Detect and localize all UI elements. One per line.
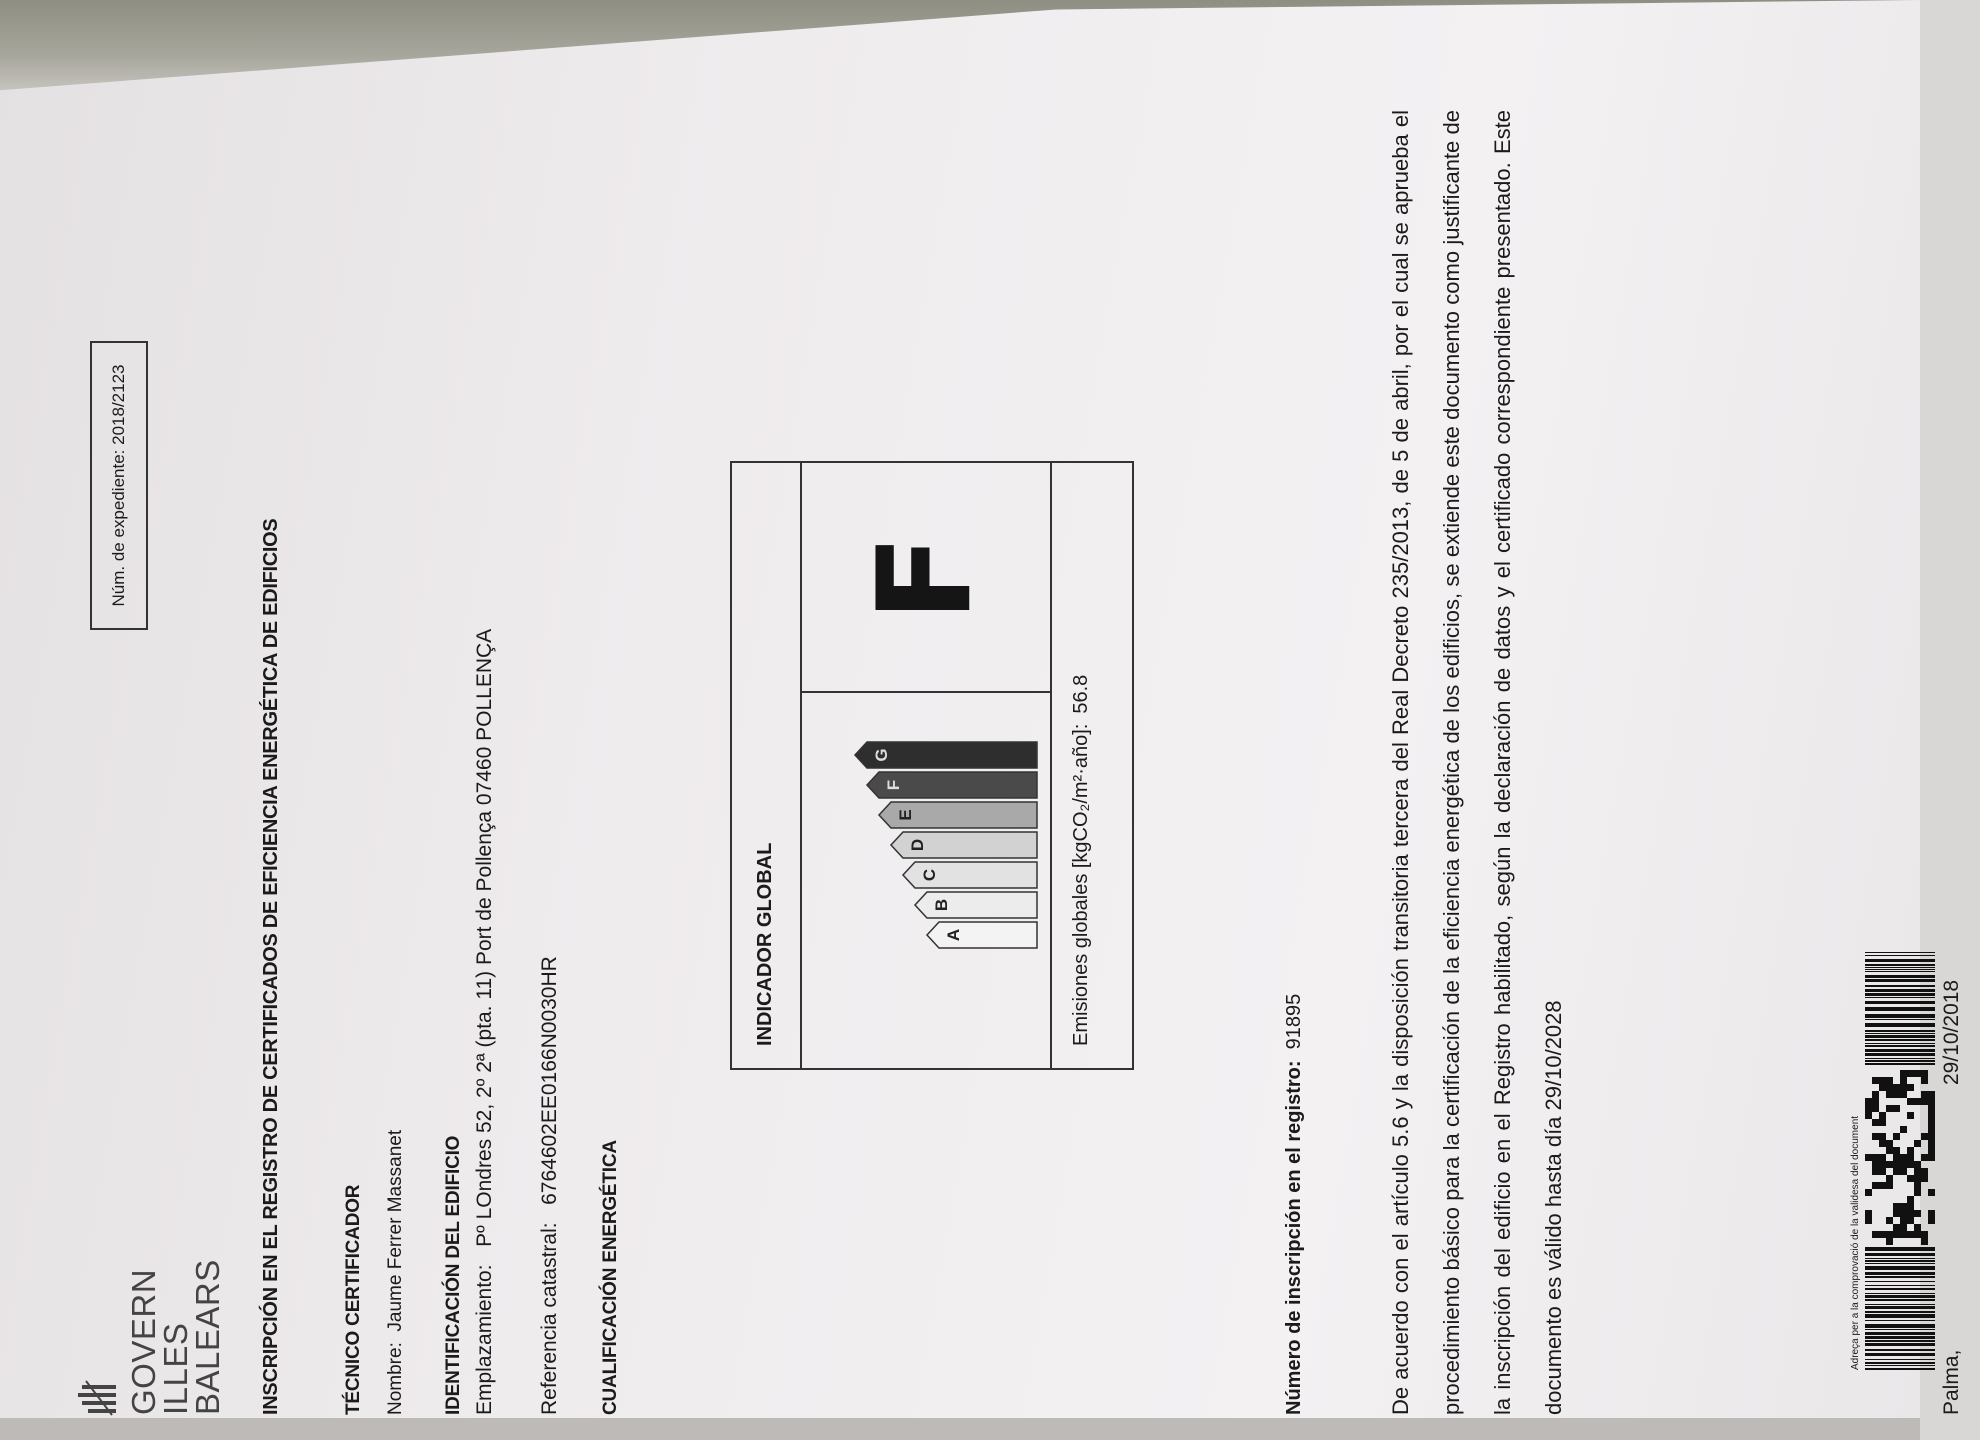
scale-bar-e [879,802,1037,828]
emisiones-value: 56.8 [1070,674,1092,714]
emplazamiento-label: Emplazamiento: [473,1264,496,1415]
footer-place: Palma, [1940,1349,1963,1415]
scale-letter-a: A [944,928,963,942]
barcode-icon [1865,950,1935,1370]
edificio-heading: IDENTIFICACIÓN DEL EDIFICIO [443,1135,464,1415]
scale-bar-g [855,742,1037,768]
emisiones-label: Emisiones globales [kgCO₂/m²·año]: [1070,723,1092,1046]
energy-scale-chart [812,713,1042,953]
footer-date: 29/10/2018 [1940,979,1963,1085]
govern-logo-text: GOVERN ILLES BALEARS [125,1259,226,1415]
scale-letter-f: F [884,779,903,791]
cualificacion-heading: CUALIFICACIÓN ENERGÉTICA [600,1140,621,1415]
scale-letter-b: B [932,898,951,912]
registro-row [1283,994,1306,1415]
referencia-label: Referencia catastral: [538,1222,561,1415]
scale-bar-a [927,922,1037,948]
scale-bar-b [915,892,1037,918]
scale-letter-d: D [908,838,927,852]
scale-bar-d [891,832,1037,858]
govern-logo-icon [78,1379,116,1415]
scale-letter-e: E [896,809,915,821]
emplazamiento-value: Pº LOndres 52, 2º 2ª (pta. 11) Port de Pollença 07460 POLLENÇA [473,628,496,1247]
document-title: INSCRIPCIÓN EN EL REGISTRO DE CERTIFICADOS DE EFICIENCIA ENERGÉTICA DE EDIFICIOS [260,518,282,1415]
scale-letter-g: G [872,748,891,762]
scale-bar-c [903,862,1037,888]
emplazamiento-row [473,629,497,1415]
indicator-divider-vertical [800,691,1050,693]
referencia-row [538,956,562,1415]
indicador-global-box [730,461,1134,1070]
document-sheet [60,95,1980,1415]
energy-grade: F [850,534,1000,622]
nombre-label: Nombre: [385,1342,406,1415]
tecnico-heading: TÉCNICO CERTIFICADOR [343,1184,364,1415]
legal-paragraph: De acuerdo con el artículo 5.6 y la disposición transitoria tercera del Real Decreto 235/2013, de 5 de abril, por el cual se aprueba el procedimiento básico para la certificación de la eficiencia energética de los edificios, se extiende este documento como justificante de la inscripción del edificio en el Registro habilitado, según la declaración de datos y el certificado correspondiente presentado. Este documento es válido hasta día 29/10/2028 [1388,110,1566,1415]
expediente-box [90,341,148,630]
registro-value: 91895 [1283,993,1305,1050]
emisiones-row [1070,675,1093,1046]
indicador-title: INDICADOR GLOBAL [754,842,776,1046]
barcode-caption: Adreça per a la comprovació de la validesa del document [1850,1115,1861,1370]
nombre-value: Jaume Ferrer Massanet [385,1129,406,1332]
referencia-value: 6764602EE0166N0030HR [538,956,561,1205]
indicator-divider-horizontal [1050,463,1052,1068]
photo-bottom-edge [0,1418,1920,1440]
expediente-label: Núm. de expediente: [109,449,128,607]
registro-label: Número de inscripción en el registro: [1283,1060,1305,1415]
expediente-value: 2018/2123 [109,364,128,445]
indicador-title-row [732,463,802,1068]
scale-bar-f [867,772,1037,798]
tecnico-nombre [385,1130,407,1415]
scale-letter-c: C [920,868,939,882]
